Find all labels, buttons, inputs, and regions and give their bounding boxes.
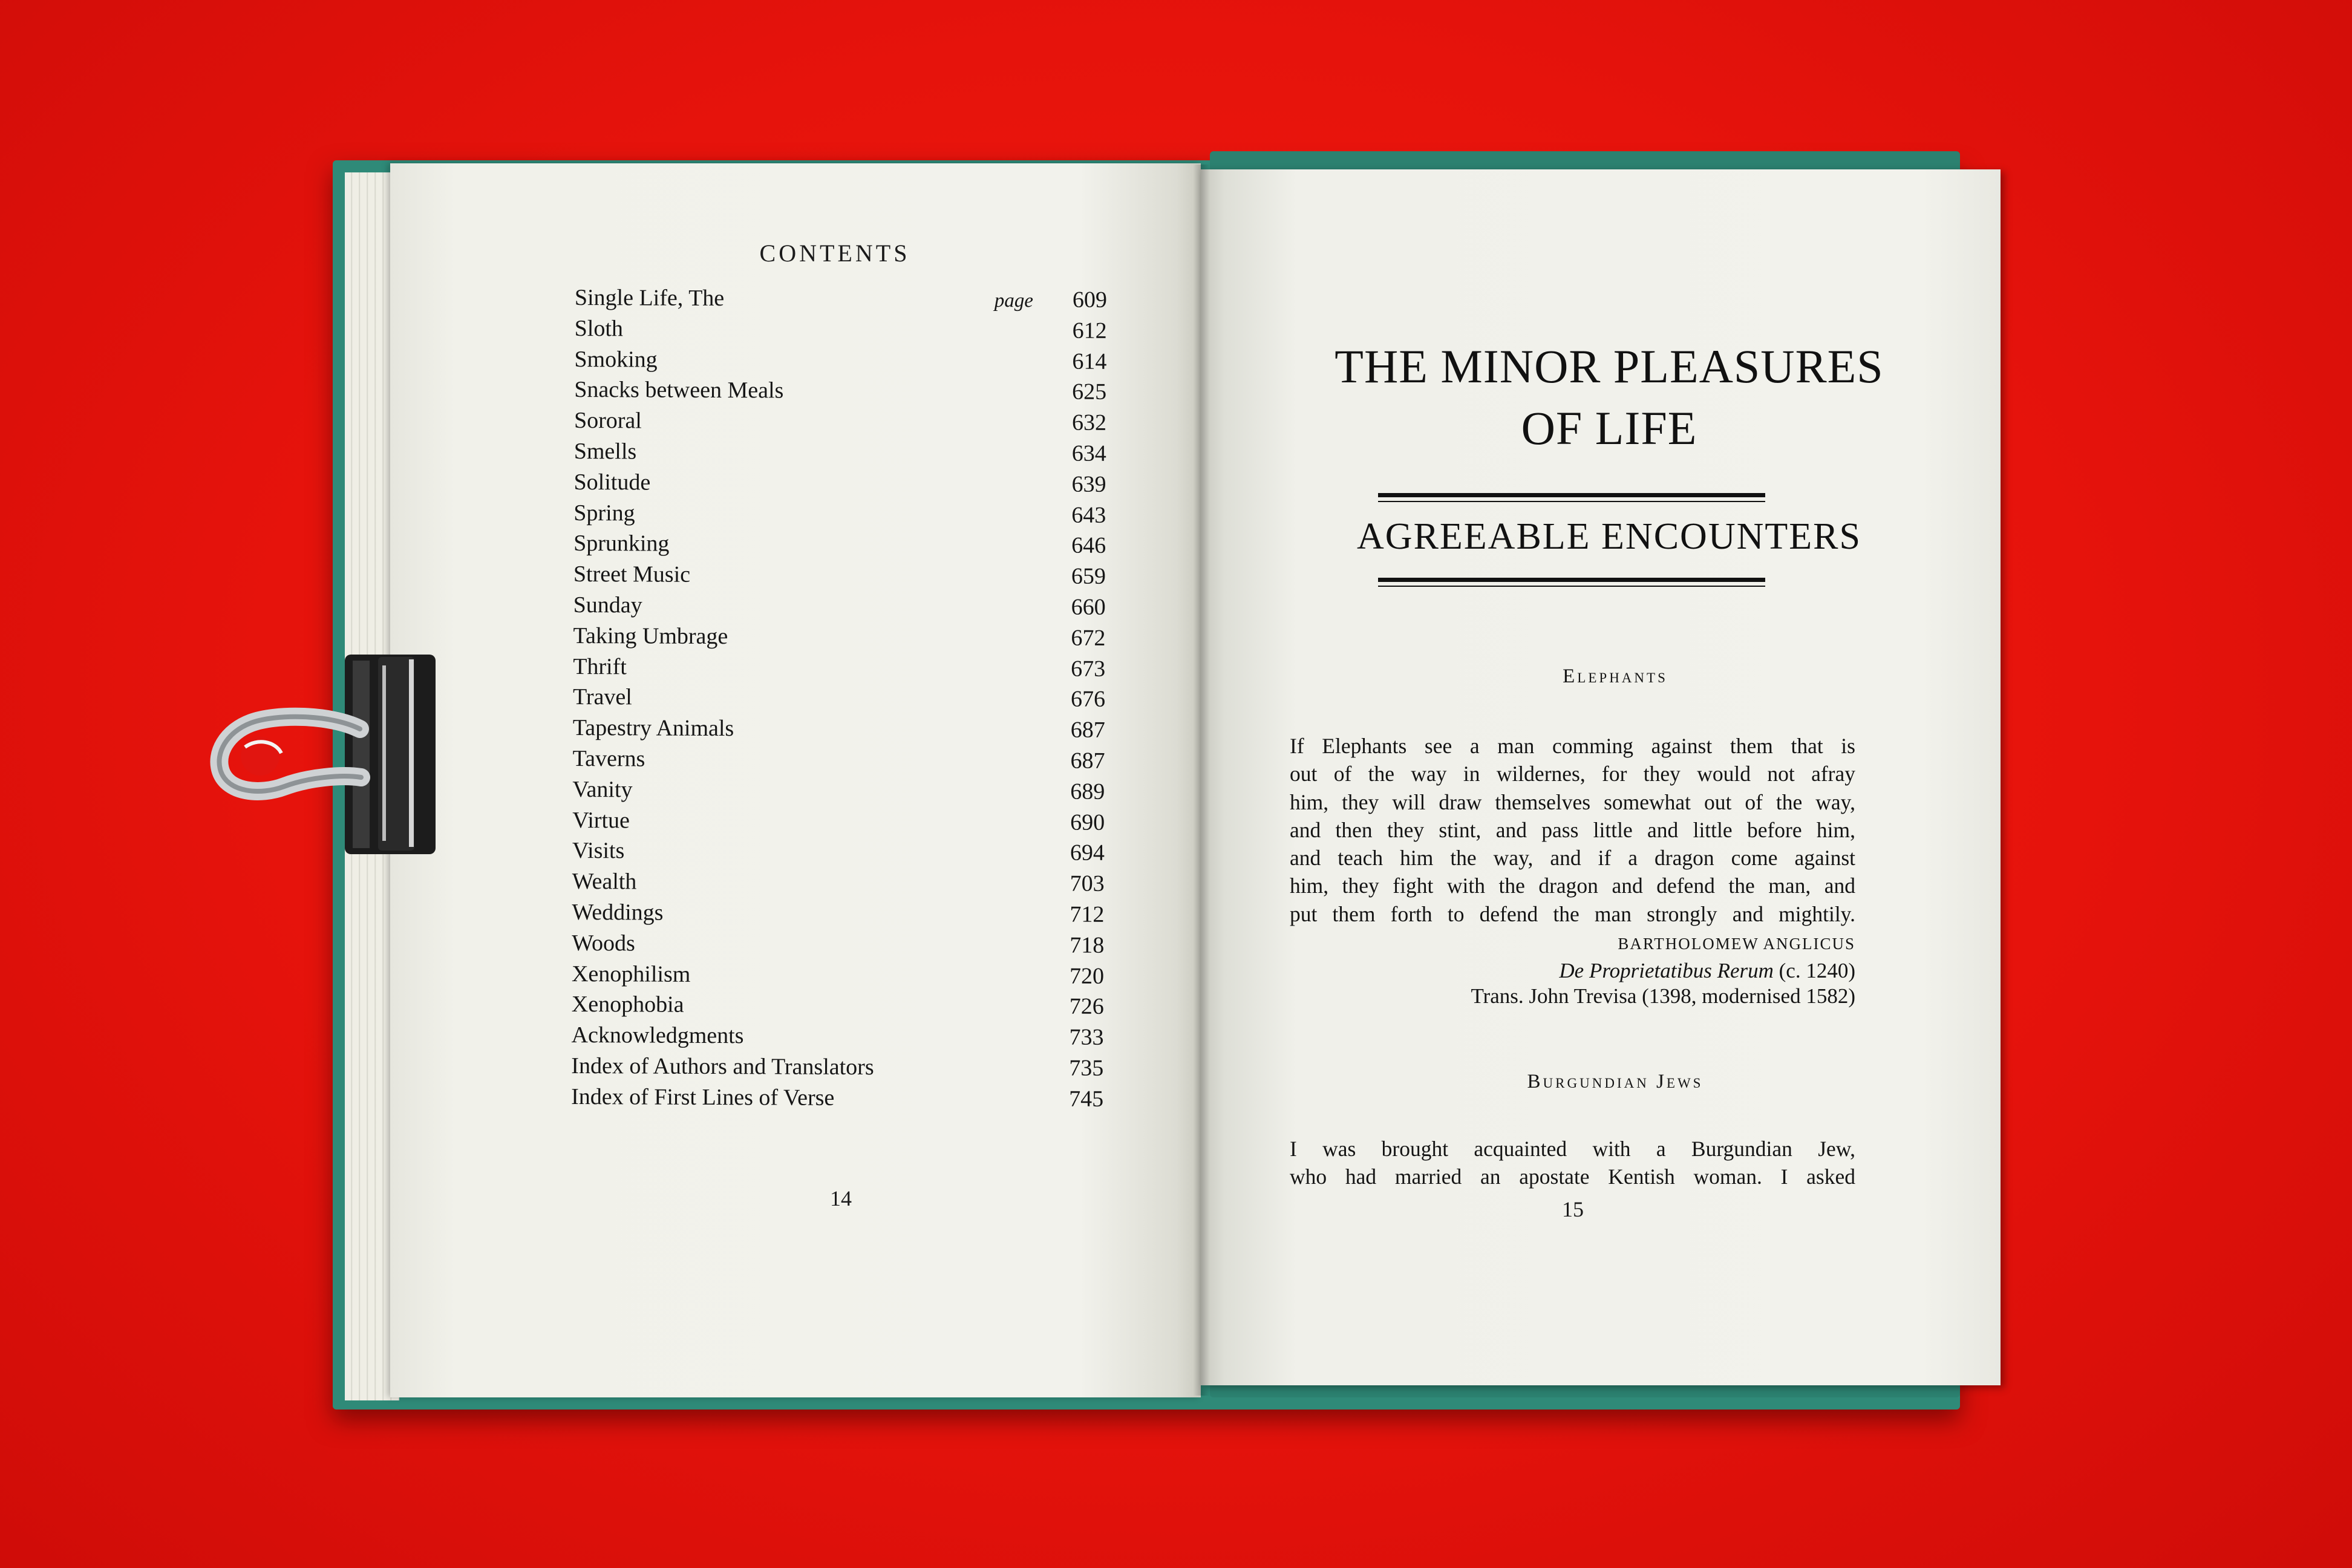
contents-entry-page: 712 <box>1070 901 1105 927</box>
contents-entry-title: Virtue <box>572 807 630 833</box>
contents-entry-title: Solitude <box>573 469 651 495</box>
contents-entry <box>571 1053 1103 1086</box>
contents-entry-title: Xenophobia <box>571 991 684 1018</box>
contents-entry-title: Sororal <box>573 408 642 434</box>
passage-author: BARTHOLOMEW ANGLICUS <box>1618 935 1855 953</box>
contents-entry-title: Taverns <box>572 745 645 772</box>
chapter-title: AGREEABLE ENCOUNTERS <box>1357 516 1861 557</box>
contents-entry-title: Woods <box>572 930 635 956</box>
contents-entry <box>573 592 1106 625</box>
book-title-line-2: OF LIFE <box>1521 402 1697 454</box>
contents-entry-page: 703 <box>1070 871 1105 897</box>
contents-entry-page: 659 <box>1071 563 1106 590</box>
contents-entry <box>574 438 1106 471</box>
contents-entry-page: 673 <box>1071 656 1106 682</box>
book-title <box>1282 336 1936 459</box>
contents-entry-title: Taking Umbrage <box>573 622 728 649</box>
contents-entry-page: 689 <box>1070 779 1105 805</box>
contents-entry <box>573 561 1106 594</box>
contents-entry-page: 745 <box>1069 1086 1104 1112</box>
contents-entry <box>574 376 1106 410</box>
contents-entry-page: 632 <box>1071 410 1107 436</box>
burgundian-passage <box>1290 1135 1855 1191</box>
contents-entry <box>572 776 1105 809</box>
contents-entry-page: 634 <box>1071 440 1106 466</box>
elephants-passage <box>1290 732 1855 928</box>
contents-entry-title: Snacks between Meals <box>574 377 784 403</box>
contents-entry <box>572 899 1104 932</box>
contents-entry-page: 687 <box>1070 717 1105 743</box>
passage-line: and then they stint, and pass little and little before him, <box>1290 817 1855 842</box>
contents-entry-title: Smoking <box>574 346 658 373</box>
passage-source <box>1290 959 1855 983</box>
book-gutter <box>1193 165 1210 1396</box>
contents-entry-title: Smells <box>573 438 637 465</box>
contents-entry-title: Xenophilism <box>571 961 691 987</box>
passage-line: put them forth to defend the man strongly and mightily. <box>1290 901 1855 926</box>
contents-entry-page: 672 <box>1071 625 1106 651</box>
contents-entry-page: 694 <box>1070 840 1105 866</box>
contents-entry-title: Street Music <box>573 561 691 588</box>
contents-entry-page: 612 <box>1072 318 1107 344</box>
book-title-line-1: THE MINOR PLEASURES <box>1334 340 1884 393</box>
section-heading-elephants: Elephants <box>1563 665 1668 687</box>
contents-entry <box>573 622 1105 656</box>
contents-entry <box>572 868 1105 901</box>
contents-entry-page: 639 <box>1071 471 1106 497</box>
title-rule-thick <box>1378 493 1765 497</box>
contents-entry-title: Weddings <box>572 899 664 926</box>
contents-entry-title: Sprunking <box>573 531 670 557</box>
contents-list <box>571 284 1107 1116</box>
contents-entry-page: 614 <box>1072 348 1107 374</box>
contents-entry-page: 625 <box>1072 379 1107 405</box>
contents-entry <box>572 745 1105 779</box>
contents-entry <box>573 684 1105 717</box>
contents-entry <box>573 714 1105 748</box>
contents-entry <box>572 930 1104 963</box>
binder-clip-icon <box>203 647 457 865</box>
contents-entry <box>572 807 1105 840</box>
source-title: De Proprietatibus Rerum <box>1559 959 1774 982</box>
contents-entry-title: Acknowledgments <box>571 1022 744 1049</box>
contents-entry-page: 733 <box>1069 1024 1104 1050</box>
passage-line: who had married an apostate Kentish woman. I asked <box>1290 1165 1855 1189</box>
contents-entry <box>574 346 1106 379</box>
contents-entry-title: Visits <box>572 838 625 864</box>
contents-entry <box>573 469 1106 502</box>
contents-entry-page: 676 <box>1070 686 1106 713</box>
passage-line: I was brought acquainted with a Burgundian Jew, <box>1290 1137 1855 1161</box>
passage-translation: Trans. John Trevisa (1398, modernised 1582) <box>1471 984 1855 1008</box>
source-date: (c. 1240) <box>1773 959 1855 982</box>
contents-entry-page: 690 <box>1070 809 1105 835</box>
contents-entry-page: 720 <box>1069 963 1105 989</box>
contents-entry <box>572 961 1104 994</box>
passage-line: him, they will draw themselves somewhat out of the way, <box>1290 789 1855 814</box>
contents-entry <box>572 837 1105 871</box>
passage-line: If Elephants see a man comming against them that is <box>1290 734 1855 758</box>
passage-line: out of the way in wildernes, for they would not afray <box>1290 762 1855 786</box>
contents-entry-title: Travel <box>572 684 632 710</box>
contents-entry <box>572 991 1104 1024</box>
contents-entry <box>573 530 1106 563</box>
contents-entry <box>571 1022 1103 1055</box>
chapter-rule-thin <box>1378 586 1765 587</box>
contents-entry <box>574 407 1106 440</box>
contents-entry <box>571 1083 1103 1117</box>
contents-entry-title: Tapestry Animals <box>572 715 734 742</box>
contents-entry-title: Single Life, The <box>574 285 725 312</box>
contents-entry-page: 687 <box>1070 748 1105 774</box>
contents-entry-page: 609 <box>1072 287 1107 313</box>
contents-entry-title: Wealth <box>572 869 637 895</box>
contents-entry-page: 735 <box>1069 1055 1104 1081</box>
contents-entry-title: Vanity <box>572 776 633 803</box>
contents-entry-title: Sloth <box>574 315 624 342</box>
left-page-number: 14 <box>830 1186 852 1210</box>
chapter-rule-thick <box>1378 578 1765 582</box>
contents-entry <box>575 315 1107 348</box>
contents-heading: CONTENTS <box>759 240 910 267</box>
contents-entry-title: Sunday <box>573 592 642 618</box>
contents-entry-page: 718 <box>1070 932 1105 958</box>
contents-entry-title: Index of Authors and Translators <box>571 1053 874 1080</box>
contents-entry <box>573 653 1105 687</box>
contents-entry <box>575 284 1107 318</box>
section-heading-burgundian-jews: Burgundian Jews <box>1527 1071 1704 1093</box>
contents-entry-page: 643 <box>1071 502 1106 528</box>
contents-entry-page: 646 <box>1071 532 1106 559</box>
passage-line: and teach him the way, and if a dragon come against <box>1290 846 1855 871</box>
contents-entry-page: 726 <box>1069 993 1104 1020</box>
title-rule-thin <box>1378 501 1765 502</box>
passage-line: him, they fight with the dragon and defend the man, and <box>1290 874 1855 898</box>
contents-entry-page: 660 <box>1071 594 1106 620</box>
contents-entry <box>573 500 1106 533</box>
contents-page-label: page <box>994 290 1033 312</box>
contents-entry-title: Spring <box>573 500 635 526</box>
contents-entry-title: Thrift <box>573 653 627 679</box>
right-page-number: 15 <box>1562 1197 1584 1221</box>
contents-entry-title: Index of First Lines of Verse <box>571 1083 835 1111</box>
